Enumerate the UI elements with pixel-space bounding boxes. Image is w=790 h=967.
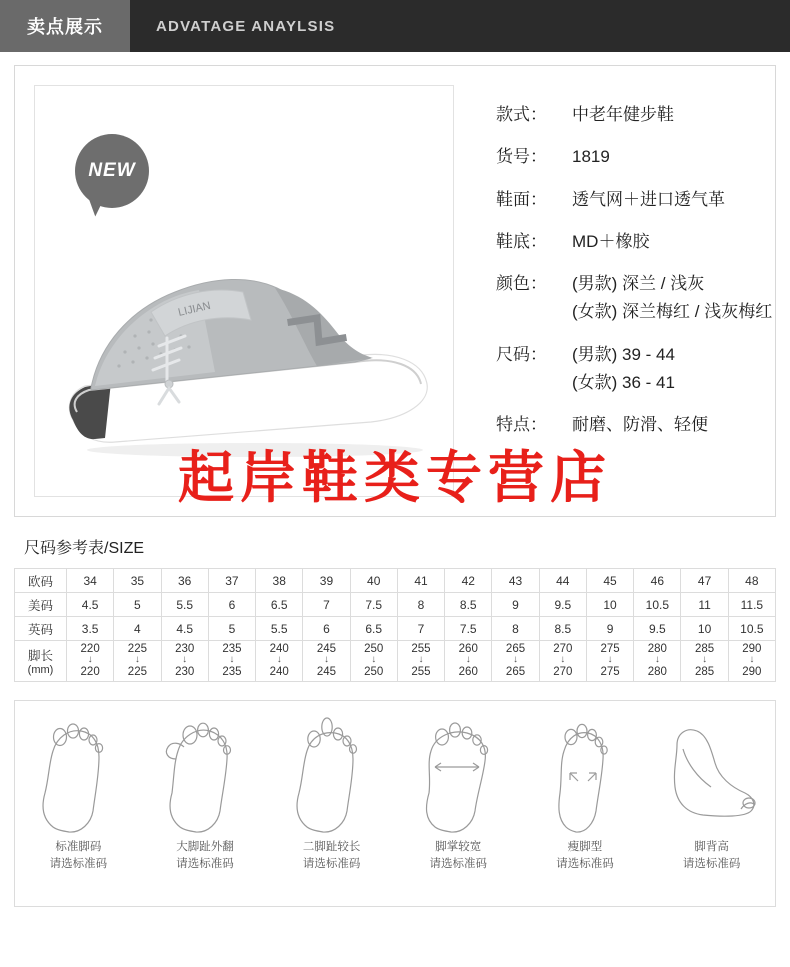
caption-line-1: 瘦脚型 <box>567 840 603 853</box>
down-arrow-icon: ↓ <box>323 654 329 666</box>
foot-length-top: 290 <box>742 643 762 655</box>
foot-length-top: 285 <box>694 643 715 655</box>
foot-length-top: 250 <box>364 643 384 655</box>
foot-length-bottom: 265 <box>505 666 526 679</box>
caption-line-1: 二脚趾较长 <box>302 840 361 853</box>
table-cell: 11 <box>681 593 728 617</box>
long-second-toe-foot-icon <box>273 715 391 835</box>
table-cell: 4.5 <box>161 617 208 641</box>
size-chart <box>14 568 776 682</box>
foot-type-bunion <box>146 715 264 874</box>
new-badge: NEW <box>75 134 149 208</box>
table-cell <box>397 641 444 682</box>
table-cell: 46 <box>634 569 681 593</box>
table-cell: 8 <box>492 617 539 641</box>
table-cell <box>681 641 728 682</box>
header-tab-selling-points[interactable]: 卖点展示 <box>0 0 130 52</box>
table-cell <box>114 641 161 682</box>
spec-value: MD＋橡胶 <box>572 231 650 251</box>
spec-value: 1819 <box>572 147 610 167</box>
bunion-foot-icon <box>146 715 264 835</box>
table-cell: 9.5 <box>634 617 681 641</box>
high-instep-foot-icon <box>653 715 771 835</box>
table-cell <box>208 641 255 682</box>
down-arrow-icon: ↓ <box>749 654 755 666</box>
table-cell: 5 <box>208 617 255 641</box>
table-cell <box>161 641 208 682</box>
foot-length-top: 230 <box>175 643 195 655</box>
row-header: 欧码 <box>15 569 67 593</box>
foot-length-bottom: 280 <box>647 666 667 679</box>
foot-type-caption <box>19 839 137 874</box>
foot-length-bottom: 240 <box>269 666 289 679</box>
size-chart-title: 尺码参考表/SIZE <box>24 540 145 557</box>
shoe-illustration <box>55 206 445 476</box>
table-cell <box>445 641 492 682</box>
table-cell: 10 <box>681 617 728 641</box>
table-cell <box>492 641 539 682</box>
foot-length-top: 245 <box>316 643 337 655</box>
foot-length-top: 225 <box>127 643 147 655</box>
down-arrow-icon: ↓ <box>513 654 519 666</box>
table-cell: 6.5 <box>350 617 397 641</box>
table-cell: 10 <box>586 593 633 617</box>
table-cell: 10.5 <box>728 617 775 641</box>
down-arrow-icon: ↓ <box>229 654 235 666</box>
foot-length-top: 235 <box>222 643 242 655</box>
table-cell: 9.5 <box>539 593 586 617</box>
size-table <box>14 568 776 682</box>
page-header <box>0 0 790 52</box>
spec-value: 耐磨、防滑、轻便 <box>572 415 708 434</box>
table-cell: 7 <box>397 617 444 641</box>
foot-type-standard <box>19 715 137 874</box>
spec-label: 款式： <box>496 105 547 124</box>
table-cell: 47 <box>681 569 728 593</box>
table-cell: 4 <box>114 617 161 641</box>
table-row-foot-length <box>15 641 776 682</box>
table-cell: 5.5 <box>256 617 303 641</box>
table-cell <box>67 641 114 682</box>
foot-length-top: 255 <box>411 643 431 655</box>
table-cell: 44 <box>539 569 586 593</box>
down-arrow-icon: ↓ <box>418 654 424 666</box>
store-watermark: 起岸鞋类专营店 <box>178 445 612 511</box>
table-cell: 48 <box>728 569 775 593</box>
foot-type-long-second-toe <box>273 715 391 874</box>
header-subtitle: ADVATAGE ANAYLSIS <box>156 17 336 35</box>
row-header: 英码 <box>15 617 67 641</box>
table-row <box>15 617 776 641</box>
spec-label: 颜色： <box>496 274 547 293</box>
table-cell: 5.5 <box>161 593 208 617</box>
foot-length-bottom: 250 <box>364 666 384 679</box>
row-header: 美码 <box>15 593 67 617</box>
foot-type-panel <box>14 700 776 907</box>
table-cell: 6.5 <box>256 593 303 617</box>
spec-value-sub: (女款) 深兰梅红 / 浅灰梅红 <box>572 302 773 322</box>
caption-line-1: 大脚趾外翻 <box>176 840 234 853</box>
spec-value: (男款) 39 - 44 <box>572 344 675 364</box>
foot-type-caption <box>399 839 517 874</box>
spec-value-sub: (女款) 36 - 41 <box>572 372 675 392</box>
spec-label: 特点： <box>496 415 547 434</box>
spec-value: (男款) 深兰 / 浅灰 <box>572 274 705 293</box>
table-cell: 9 <box>492 593 539 617</box>
table-cell: 6 <box>303 617 350 641</box>
table-cell: 8 <box>397 593 444 617</box>
table-cell: 34 <box>67 569 114 593</box>
down-arrow-icon: ↓ <box>465 654 471 666</box>
foot-type-flat <box>526 715 644 874</box>
row-header-foot-length <box>15 641 67 682</box>
table-cell: 8.5 <box>539 617 586 641</box>
table-cell: 38 <box>256 569 303 593</box>
table-row <box>15 593 776 617</box>
spec-label: 鞋底： <box>496 231 547 251</box>
down-arrow-icon: ↓ <box>276 654 282 666</box>
caption-line-2: 请选标准码 <box>176 857 234 870</box>
down-arrow-icon: ↓ <box>134 654 140 666</box>
table-cell: 40 <box>350 569 397 593</box>
down-arrow-icon: ↓ <box>654 654 660 666</box>
table-cell <box>728 641 775 682</box>
shoe-brand-text: LIJIAN <box>176 299 212 319</box>
foot-length-bottom: 245 <box>316 666 337 679</box>
spec-value: 透气网＋进口透气革 <box>572 189 725 209</box>
caption-line-2: 请选标准码 <box>302 857 361 870</box>
table-cell: 42 <box>445 569 492 593</box>
table-cell: 39 <box>303 569 350 593</box>
spec-value: 中老年健步鞋 <box>572 105 674 124</box>
table-cell <box>539 641 586 682</box>
row-header-unit: (mm) <box>27 663 54 676</box>
table-cell: 9 <box>586 617 633 641</box>
foot-length-bottom: 260 <box>458 666 478 679</box>
down-arrow-icon: ↓ <box>560 654 566 666</box>
table-cell <box>634 641 681 682</box>
caption-line-1: 标准脚码 <box>55 840 102 853</box>
caption-line-2: 请选标准码 <box>49 857 108 870</box>
foot-length-top: 240 <box>269 643 289 655</box>
spec-row-features <box>496 414 775 435</box>
caption-line-2: 请选标准码 <box>556 857 614 870</box>
foot-type-caption <box>526 839 644 874</box>
table-cell: 8.5 <box>445 593 492 617</box>
spec-label: 货号： <box>496 147 547 167</box>
foot-length-top: 265 <box>505 643 526 655</box>
foot-length-top: 220 <box>80 643 100 655</box>
flat-foot-icon <box>526 715 644 835</box>
spec-row-size <box>496 344 775 394</box>
table-row <box>15 569 776 593</box>
foot-length-bottom: 220 <box>80 666 100 679</box>
foot-length-bottom: 235 <box>222 666 242 679</box>
down-arrow-icon: ↓ <box>702 654 708 666</box>
table-cell: 36 <box>161 569 208 593</box>
foot-length-bottom: 225 <box>127 666 147 679</box>
product-panel <box>14 65 776 517</box>
down-arrow-icon: ↓ <box>87 654 93 666</box>
spec-label: 鞋面： <box>496 189 547 209</box>
foot-length-top: 260 <box>458 643 478 655</box>
table-cell: 7 <box>303 593 350 617</box>
spec-list <box>454 66 775 516</box>
table-cell <box>350 641 397 682</box>
table-cell: 35 <box>114 569 161 593</box>
table-cell: 10.5 <box>634 593 681 617</box>
table-cell: 11.5 <box>728 593 775 617</box>
table-cell <box>303 641 350 682</box>
foot-type-high-instep <box>653 715 771 874</box>
spec-row-sole <box>496 231 775 252</box>
foot-type-caption <box>273 839 391 874</box>
caption-line-1: 脚背高 <box>694 840 729 853</box>
foot-type-caption <box>653 839 771 874</box>
foot-type-caption <box>146 839 264 874</box>
wide-forefoot-icon <box>399 715 517 835</box>
caption-line-2: 请选标准码 <box>429 857 488 870</box>
spec-row-color <box>496 273 775 323</box>
spec-row-article-no <box>496 146 775 167</box>
table-cell: 5 <box>114 593 161 617</box>
table-cell: 6 <box>208 593 255 617</box>
spec-row-upper <box>496 189 775 210</box>
down-arrow-icon: ↓ <box>607 654 613 666</box>
foot-length-top: 280 <box>647 643 667 655</box>
table-cell: 45 <box>586 569 633 593</box>
table-cell: 37 <box>208 569 255 593</box>
spec-row-style <box>496 104 775 125</box>
foot-length-top: 270 <box>553 643 573 655</box>
table-cell: 3.5 <box>67 617 114 641</box>
foot-length-bottom: 290 <box>742 666 762 679</box>
table-cell: 7.5 <box>445 617 492 641</box>
spec-label: 尺码： <box>496 344 547 364</box>
foot-length-top: 275 <box>600 643 620 655</box>
foot-length-bottom: 230 <box>175 666 195 679</box>
down-arrow-icon: ↓ <box>371 654 377 666</box>
caption-line-2: 请选标准码 <box>682 857 741 870</box>
table-cell <box>256 641 303 682</box>
table-cell: 7.5 <box>350 593 397 617</box>
foot-length-bottom: 255 <box>411 666 431 679</box>
foot-length-bottom: 285 <box>694 666 715 679</box>
table-cell <box>586 641 633 682</box>
down-arrow-icon: ↓ <box>182 654 188 666</box>
foot-type-wide-forefoot <box>399 715 517 874</box>
standard-foot-icon <box>19 715 137 835</box>
foot-length-bottom: 275 <box>600 666 620 679</box>
table-cell: 4.5 <box>67 593 114 617</box>
caption-line-1: 脚掌较宽 <box>435 840 482 853</box>
table-cell: 41 <box>397 569 444 593</box>
table-cell: 43 <box>492 569 539 593</box>
foot-length-bottom: 270 <box>553 666 573 679</box>
product-photo <box>34 85 454 497</box>
row-header-label: 脚长 <box>27 648 53 663</box>
